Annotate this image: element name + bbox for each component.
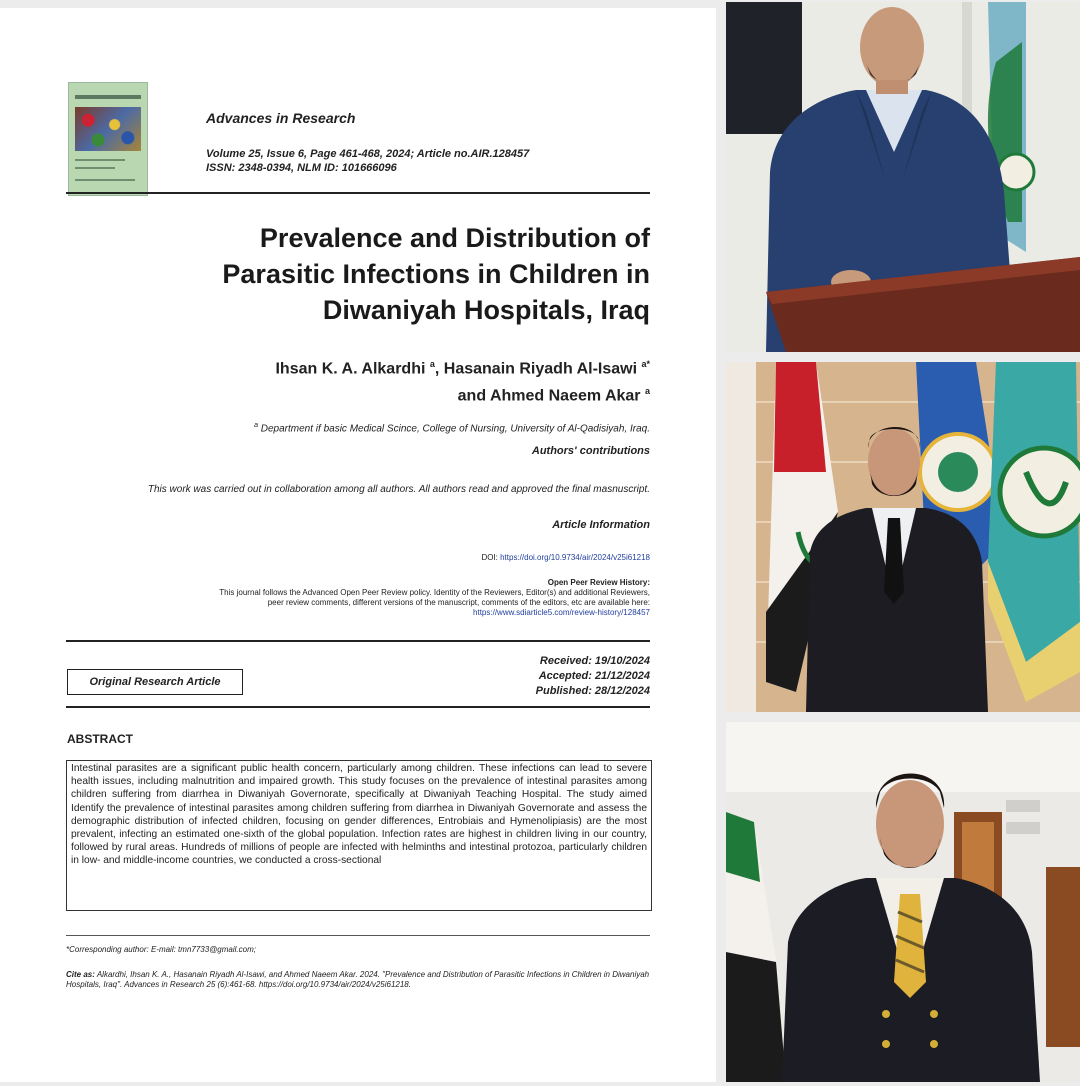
- article-title: Prevalence and Distribution of Parasitic Infections in Children in Diwaniyah Hospitals, Iraq: [222, 223, 650, 325]
- journal-cover-thumbnail: [68, 82, 148, 196]
- photo-man-in-office: [726, 722, 1080, 1082]
- footnote-rule: [66, 935, 650, 936]
- affiliation: $^a$ Department if basic Medical Scince, College of Nursing, University of Al-Qadisiyah, Iraq.: [254, 422, 650, 435]
- article-info-heading: Article Information: [552, 519, 650, 531]
- article-page: [0, 8, 716, 1082]
- header-rule: [66, 192, 650, 194]
- abstract-rule: [66, 706, 650, 708]
- article-dates: Received: 19/10/2024 Accepted: 21/12/2024 Published: 28/12/2024: [535, 655, 650, 697]
- abstract-text: Intestinal parasites are a significant public health concern, particularly among children. These infections can lead to severe health issues, including malnutrition and impaired growth. This study focuses on the prevalence of intestinal parasites among children suffering from diarrhea in Diwaniyah Governorate, specifically at Diwaniyah Teaching Hospital. The study aimed Identify the prevalence of intestinal parasites among children suffering from diarrhea in Diwaniyah Governorate and assess the demographic distribution of infected children, focusing on gender differences, Entrobiais and Hymenolipiasis) are the most prevalent, infecting an estimated one-sixth of the global population. Infection rates are highest in children living in our country, followed by rural areas. Hundreds of millions of people are infected with helminths and intestinal protozoa, particularly children in low- and middle-income countries, we conducted a cross-sectional: [71, 763, 647, 867]
- article-type-box: Original Research Article: [67, 669, 243, 695]
- abstract-box: [66, 760, 652, 911]
- journal-name: Advances in Research: [206, 110, 356, 126]
- doi-link[interactable]: https://doi.org/10.9734/air/2024/v25i61218: [500, 553, 650, 562]
- citation: Cite as: Alkardhi, Ihsan K. A., Hasanain Riyadh Al-Isawi, and Ahmed Naeem Akar. 2024. "Prevalence and Distribution of Parasitic Infections in Children in Diwaniyah Hospitals, Iraq". Advances in Research 25 (6):461-68. https://doi.org/10.9734/air/2024/v25i61218.: [66, 970, 650, 989]
- review-history-link[interactable]: https://www.sdiarticle5.com/review-history/128457: [473, 608, 650, 617]
- peer-review-history: Open Peer Review History: This journal follows the Advanced Open Peer Review policy. Identity of the Reviewers, Editor(s) and additional Reviewers, peer review comments, different versions of the manuscript, comments of the editors, etc are available here: https://www.sdiarticle5.com/review-history/128457: [66, 578, 650, 618]
- photo-speaker-at-podium: [726, 2, 1080, 352]
- doi: DOI: https://doi.org/10.9734/air/2024/v25i61218: [481, 553, 650, 562]
- contributions-text: This work was carried out in collaboration among all authors. All authors read and approved the final masnuscript.: [147, 484, 650, 495]
- author-list: Ihsan K. A. Alkardhi $^a$, Hasanain Riyadh Al-Isawi $^{a*}$ and Ahmed Naeem Akar $^a$: [275, 359, 650, 405]
- journal-volume: Volume 25, Issue 6, Page 461-468, 2024; Article no.AIR.128457 ISSN: 2348-0394, NLM ID: 101666096: [206, 148, 530, 174]
- contributions-heading: Authors' contributions: [531, 445, 650, 457]
- corresponding-author: *Corresponding author: E-mail: tmn7733@gmail.com;: [66, 945, 256, 954]
- info-rule: [66, 640, 650, 642]
- photo-man-with-flags: [726, 362, 1080, 712]
- abstract-heading: ABSTRACT: [67, 732, 133, 746]
